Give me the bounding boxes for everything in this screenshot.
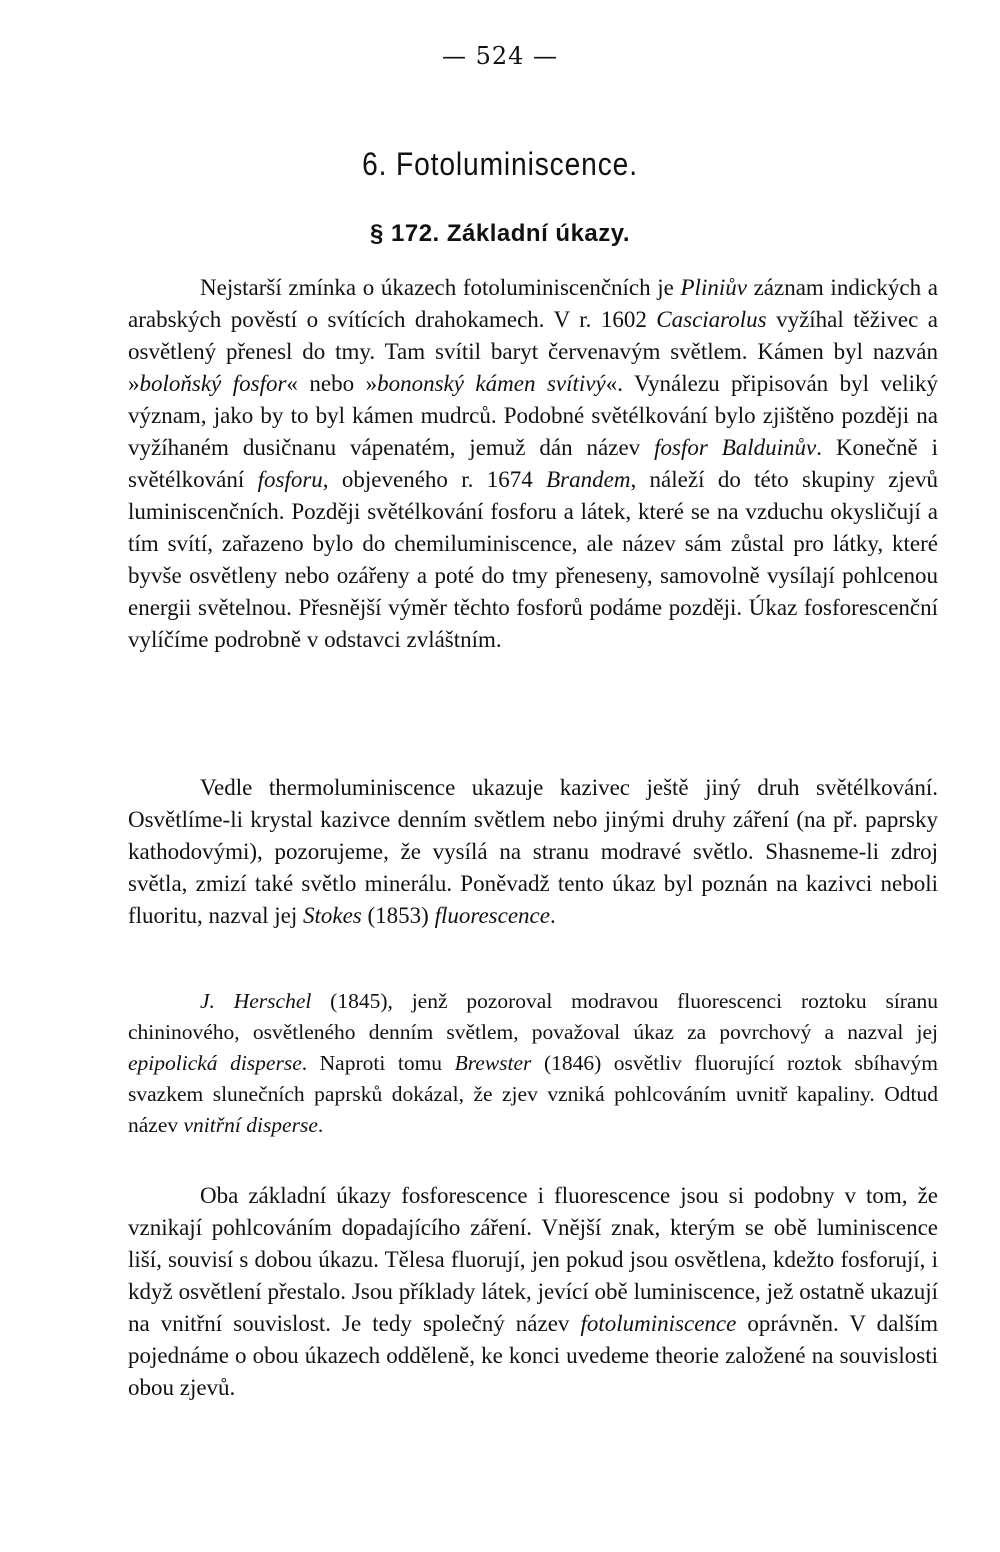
italic-text: fosfor Balduinův [654,435,817,460]
paragraph [128,272,938,656]
text-run: . [317,1113,324,1137]
italic-text: Casciarolus [656,307,767,332]
italic-text: boloňský fosfor [139,371,287,396]
page-number: — 524 — [441,42,559,70]
italic-text: epipolická disperse [128,1051,302,1075]
text-run: , objeveného r. 1674 [322,467,547,492]
italic-text: Brandem [546,467,631,492]
section-title: § 172. Základní úkazy. [369,220,630,247]
italic-text: fosforu [257,467,323,492]
text-run: vyžíhal těživec a osvětlený přenesl do tmy. Tam svítil baryt červenavým světlem. Kámen byl nazván » [128,307,938,396]
paragraph [128,986,938,1141]
chapter-title: 6. Fotoluminiscence. [362,146,638,182]
text-run: « nebo » [286,371,378,396]
text-run: Vedle thermoluminiscence ukazuje kazivec ještě jiný druh světélkování. Osvětlíme-li krystal kazivce denním světlem nebo jinými druhy záření (na př. paprsky kathodovými), pozorujeme, že vysílá na stranu modravé světlo. Shasneme-li zdroj světla, zmizí také světlo minerálu. Poněvadž tento úkaz byl poznán na kazivci neboli fluoritu, nazval jej [128,775,938,928]
text-run: . Konečně i světélkování [128,435,938,492]
italic-text: J. Herschel [200,989,312,1013]
text-run: (1846) osvětliv fluorující roztok sbíhavým svazkem slunečních paprsků dokázal, že zjev vzniká pohlcováním uvnitř kapaliny. Odtud název [128,1051,939,1137]
italic-text: bononský kámen svítivý [377,371,606,396]
italic-text: fotoluminiscence [580,1311,737,1336]
text-run: (1853) [361,903,435,928]
text-run: Nejstarší zmínka o úkazech fotoluminiscenčních je [200,275,681,300]
paragraph [128,772,938,932]
italic-text: Stokes [303,903,362,928]
text-run: . Naproti tomu [301,1051,455,1075]
text-run: Oba základní úkazy fosforescence i fluorescence jsou si podobny v tom, že vznikají pohlcováním dopadajícího záření. Vnější znak, kterým se obě luminiscence liší, souvisí s dobou úkazu. Tělesa fluorují, jen pokud jsou osvětlena, kdežto fosforují, i když osvětlení přestalo. Jsou příklady látek, jevící obě luminiscence, jež ostatně ukazují na vnitřní souvislost. Je tedy společný název [128,1183,938,1336]
text-run: «. Vynálezu připisován byl veliký význam, jako by to byl kámen mudrců. Podobné světélkování bylo zjištěno později na vyžíhaném dusičnanu vápenatém, jemuž dán název [128,371,938,460]
text-run: , náleží do této skupiny zjevů luminiscenčních. Později světélkování fosforu a látek, které se na vzduchu okysličují a tím svítí, zařazeno bylo do chemiluminiscence, ale název sám zůstal pro látky, které byvše osvětleny nebo ozářeny a poté do tmy přeneseny, samovolně vysílají pohlcenou energii světelnou. Přesnější výměr těchto fosforů podáme později. Úkaz fosforescenční vylíčíme podrobně v odstavci zvláštním. [128,467,939,652]
text-run: oprávněn. V dalším pojednáme o obou úkazech odděleně, ke konci uvedeme theorie založené na souvislosti obou zjevů. [128,1311,939,1400]
paragraph [128,1180,938,1404]
text-run: (1845), jenž pozoroval modravou fluorescenci roztoku síranu chininového, osvětleného denním světlem, považoval úkaz za povrchový a nazval jej [128,989,939,1044]
italic-text: fluorescence [434,903,550,928]
italic-text: Pliniův [680,275,747,300]
italic-text: vnitřní disperse [183,1113,318,1137]
text-run: . [549,903,556,928]
text-run: záznam indických a arabských pověstí o svítících drahokamech. V r. 1602 [128,275,938,332]
italic-text: Brewster [454,1051,532,1075]
